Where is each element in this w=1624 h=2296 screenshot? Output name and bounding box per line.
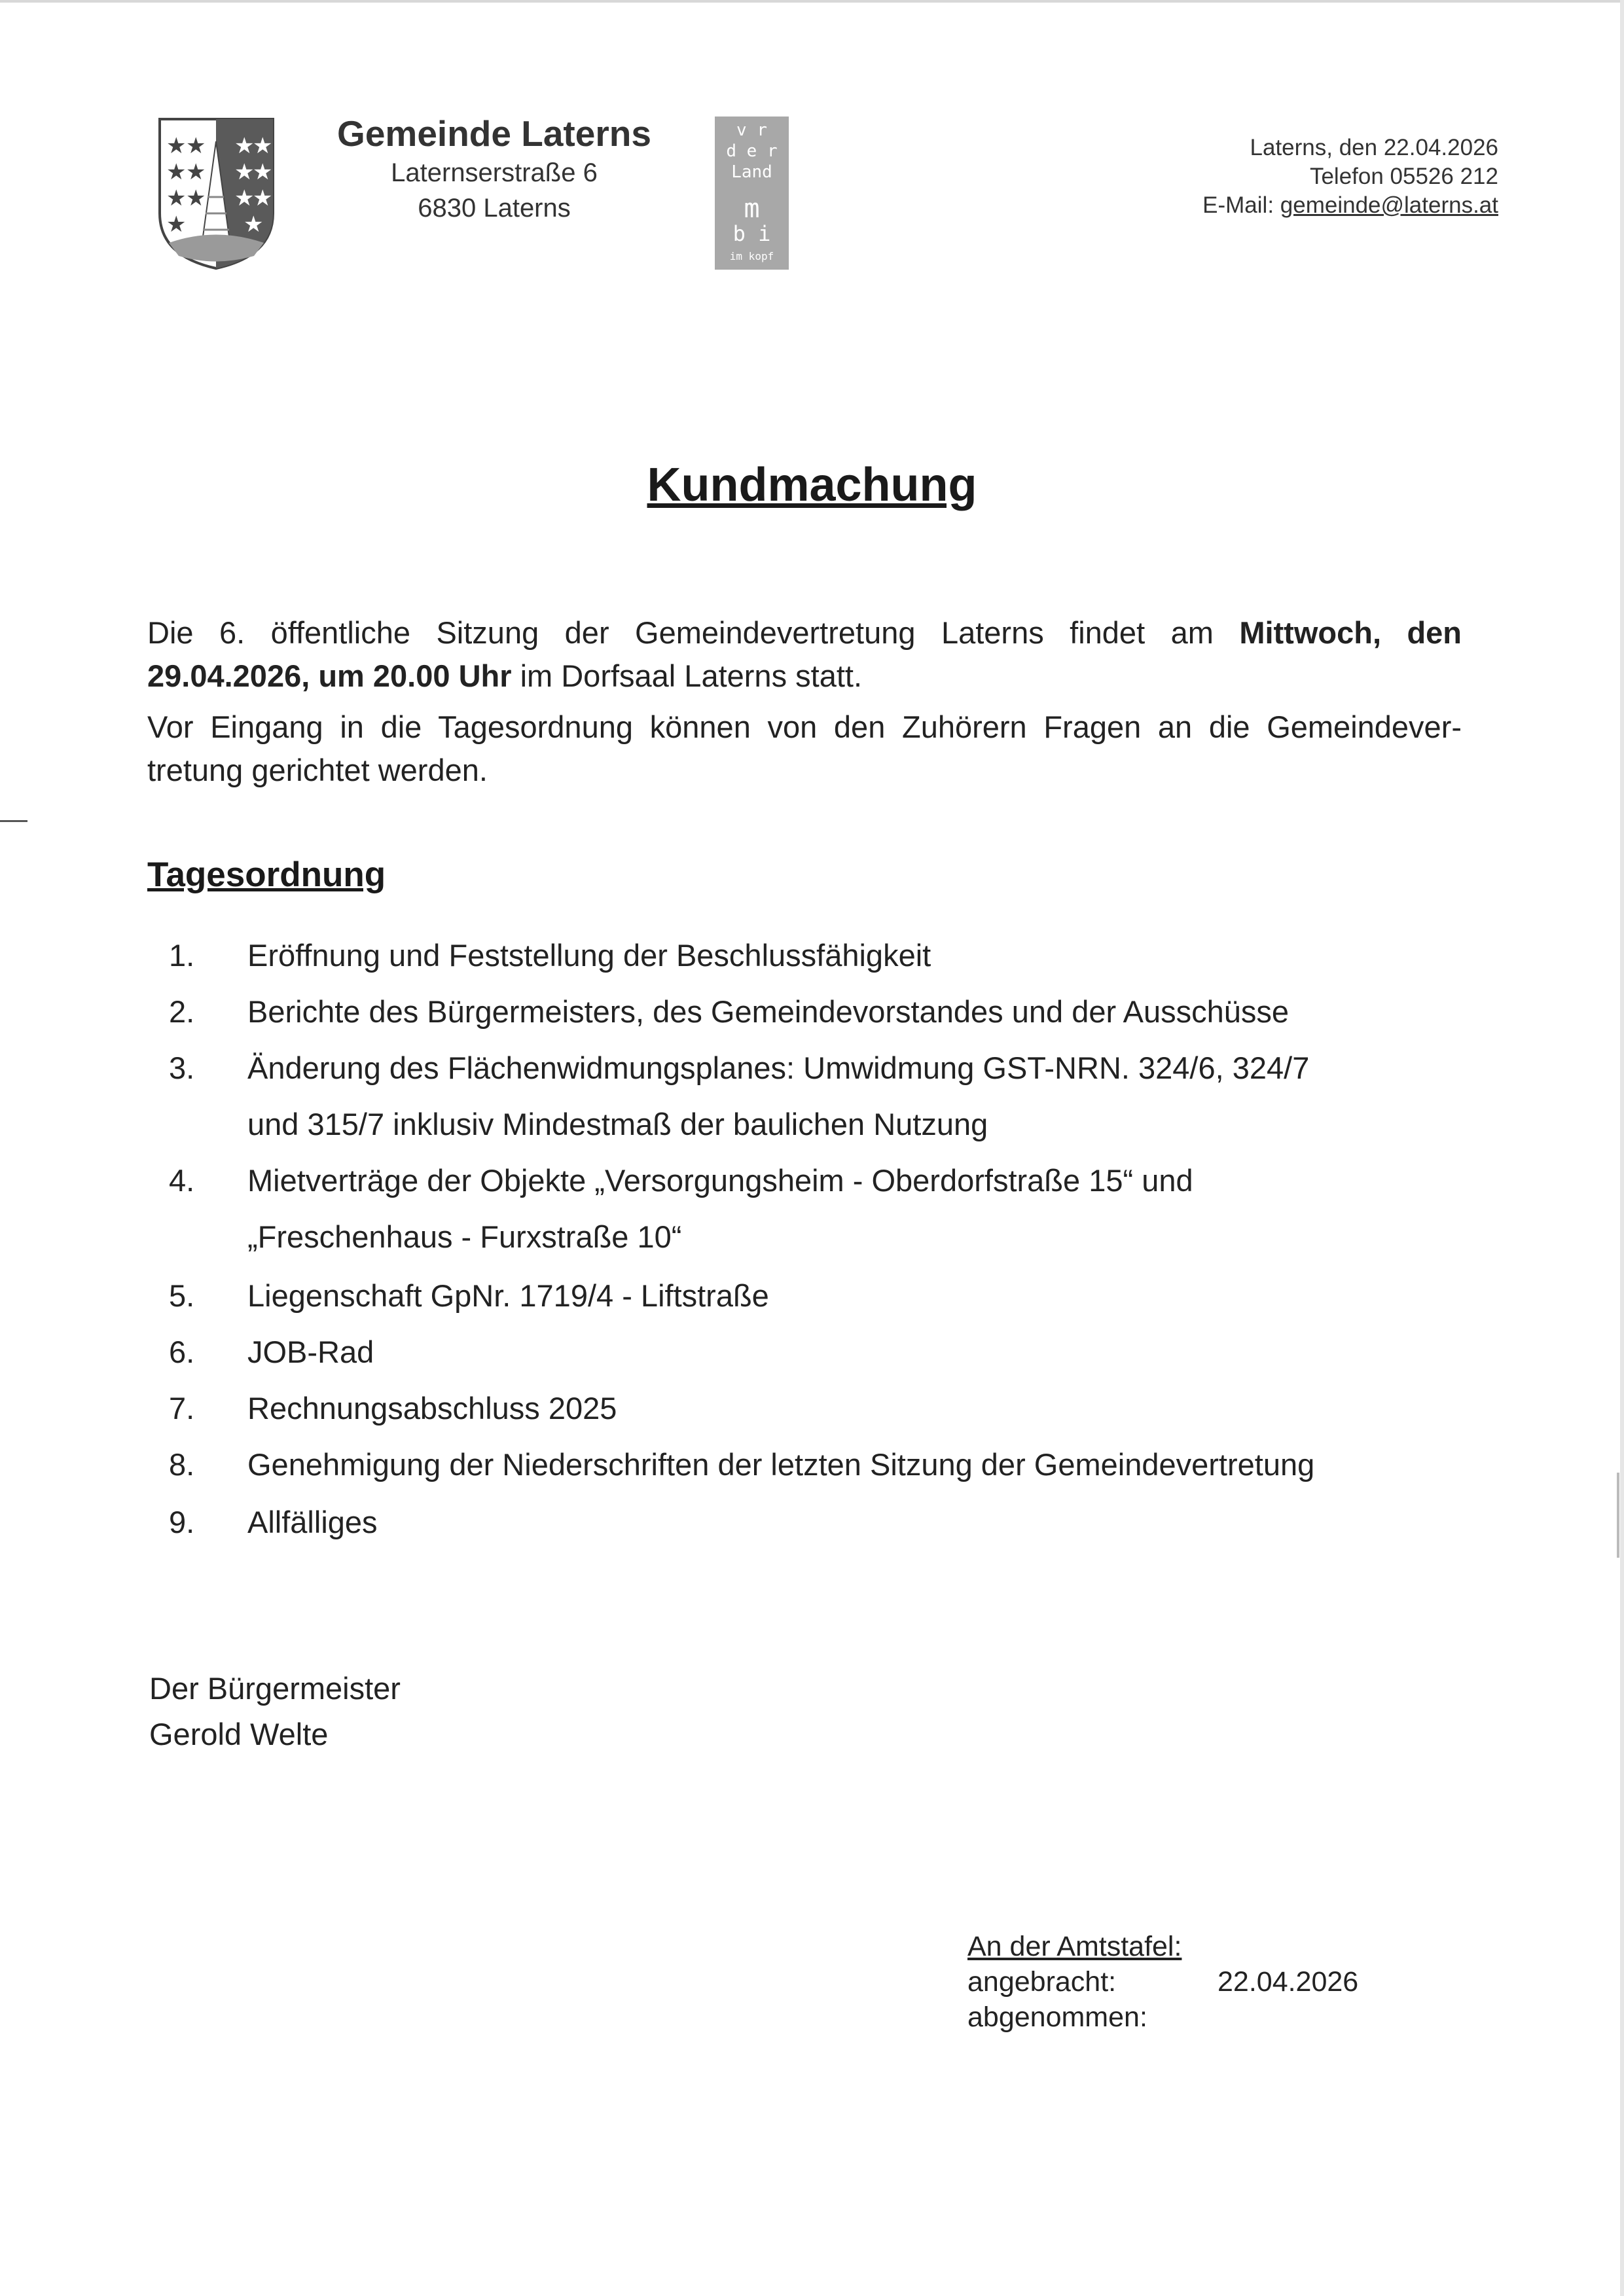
svg-text:★: ★ [186,185,206,211]
agenda-item-text: Änderung des Flächenwidmungsplanes: Umwidmung GST-NRN. 324/6, 324/7 [247,1050,1310,1085]
meeting-datetime: 29.04.2026, um 20.00 Uhr [147,658,512,693]
municipality-street: Laternserstraße 6 [391,158,598,187]
email-line [1040,192,1498,219]
signature-name: Gerold Welte [149,1717,329,1751]
scan-mark [0,820,27,822]
agenda-item-number: 6. [169,1335,195,1369]
phone-number: Telefon 05526 212 [1309,164,1498,189]
agenda-item-number: 4. [169,1163,195,1198]
svg-text:★: ★ [166,185,187,211]
amtstafel-heading: An der Amtstafel: [967,1931,1182,1962]
questions-line: Vor Eingang in die Tagesordnung können von den Zuhörern Fragen an die Gemeindever- [147,709,1462,744]
municipality-name: Gemeinde Laterns [337,113,651,154]
badge-line: v r [736,120,767,140]
svg-text:★: ★ [186,159,206,185]
meeting-day: Mittwoch, den [1239,615,1462,650]
agenda-item-text: Liegenschaft GpNr. 1719/4 - Liftstraße [247,1278,769,1313]
posted-date: 22.04.2026 [1218,1966,1359,1998]
coat-of-arms-icon [156,115,277,272]
agenda-item-number: 2. [169,994,195,1029]
svg-text:★: ★ [234,185,255,211]
badge-line: m [744,194,760,224]
agenda-item-text: Eröffnung und Feststellung der Beschlussfähigkeit [247,938,931,973]
agenda-item-number: 8. [169,1447,195,1482]
agenda-item-text: Allfälliges [247,1505,378,1539]
agenda-item-number: 5. [169,1278,195,1313]
svg-text:★: ★ [253,133,273,159]
agenda-item-number: 9. [169,1505,195,1539]
scan-edge-right [1620,0,1624,2296]
municipality-city: 6830 Laterns [418,194,571,223]
agenda-item-text: Genehmigung der Niederschriften der letzten Sitzung der Gemeindevertretung [247,1447,1315,1482]
intro-line [147,611,1462,655]
svg-text:★: ★ [253,185,273,211]
intro-paragraph [147,611,1462,698]
badge-line: b i [732,221,771,246]
questions-line: tretung gerichtet werden. [147,753,488,787]
badge-line: im kopf [729,250,774,262]
svg-text:★: ★ [166,159,187,185]
email-link[interactable]: gemeinde@laterns.at [1280,192,1498,218]
questions-paragraph [147,706,1462,792]
scan-mark [1617,1473,1619,1558]
svg-text:★: ★ [186,133,206,159]
svg-text:★: ★ [234,159,255,185]
agenda-item-text: Rechnungsabschluss 2025 [247,1391,617,1426]
signature-title: Der Bürgermeister [149,1671,401,1706]
intro-text: Die 6. öffentliche Sitzung der Gemeindevertretung Laterns findet am [147,615,1240,650]
place-date: Laterns, den 22.04.2026 [1250,135,1498,160]
posted-label: angebracht: [967,1966,1117,1998]
agenda-item-number: 7. [169,1391,195,1426]
badge-line: d e r [726,141,778,161]
removed-label: abgenommen: [967,2001,1147,2033]
intro-line [147,658,862,693]
svg-text:★: ★ [166,211,187,238]
agenda-item-text: und 315/7 inklusiv Mindestmaß der baulichen Nutzung [247,1107,988,1141]
svg-text:★: ★ [253,159,273,185]
scan-edge-top [0,0,1624,3]
page-title: Kundmachung [647,459,977,511]
agenda-item-text: „Freschenhaus - Furxstraße 10“ [247,1219,682,1254]
agenda-item-text: Berichte des Bürgermeisters, des Gemeindevorstandes und der Ausschüsse [247,994,1290,1029]
agenda-item-number: 3. [169,1050,195,1085]
agenda-item-text: Mietverträge der Objekte „Versorgungsheim - Oberdorfstraße 15“ und [247,1163,1193,1198]
agenda-item-text: JOB-Rad [247,1335,374,1369]
agenda-item-number: 1. [169,938,195,973]
badge-line: Land [731,162,772,182]
svg-text:★: ★ [244,211,264,238]
email-label: E-Mail: [1202,192,1274,218]
vorderland-badge [715,117,789,270]
intro-text: im Dorfsaal Laterns statt. [511,658,863,693]
svg-text:★: ★ [166,133,187,159]
svg-text:★: ★ [234,133,255,159]
agenda-heading: Tagesordnung [147,855,386,894]
